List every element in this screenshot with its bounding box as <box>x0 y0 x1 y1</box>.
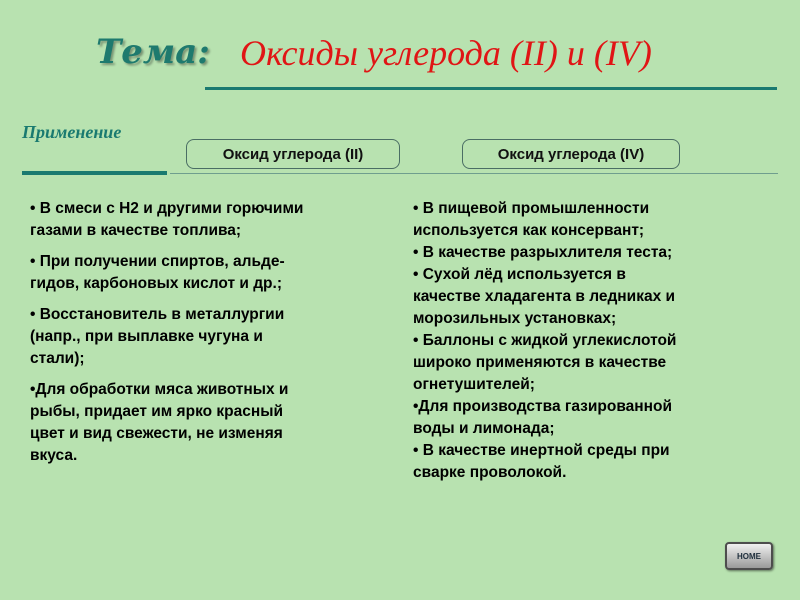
column-heading-co2: Оксид углерода (IV) <box>462 139 680 169</box>
list-item: • Сухой лёд используется в качестве хладагента в ледниках и морозильных установках; <box>413 266 676 327</box>
section-underline <box>22 171 167 175</box>
list-item: • Восстановитель в металлургии (напр., при выплавке чугуна и стали); <box>30 306 285 367</box>
title-divider <box>205 87 777 90</box>
list-item: •Для производства газированной воды и лимонада; <box>413 398 672 437</box>
header-divider <box>170 173 778 174</box>
title-row <box>0 30 800 90</box>
home-button[interactable]: HOME <box>725 542 773 570</box>
topic-label: Тема: <box>96 32 210 72</box>
list-item: • В смеси с Н2 и другими горючими газами в качестве топлива; <box>30 200 304 239</box>
list-item: • В качестве инертной среды при сварке проволокой. <box>413 442 670 481</box>
column-heading-co: Оксид углерода (II) <box>186 139 400 169</box>
list-item: • Баллоны с жидкой углекислотой широко применяются в качестве огнетушителей; <box>413 332 677 393</box>
column-co-uses <box>30 198 390 476</box>
page-title: Оксиды углерода (II) и (IV) <box>240 33 652 73</box>
list-item: • При получении спиртов, альде- гидов, карбоновых кислот и др.; <box>30 253 285 292</box>
list-item: • В пищевой промышленности используется как консервант; <box>413 200 650 239</box>
list-item: •Для обработки мяса животных и рыбы, придает им ярко красный цвет и вид свежести, не изменяя вкуса. <box>30 381 289 464</box>
column-co2-uses <box>413 198 778 484</box>
section-label: Применение <box>22 122 122 142</box>
list-item: • В качестве разрыхлителя теста; <box>413 244 673 261</box>
